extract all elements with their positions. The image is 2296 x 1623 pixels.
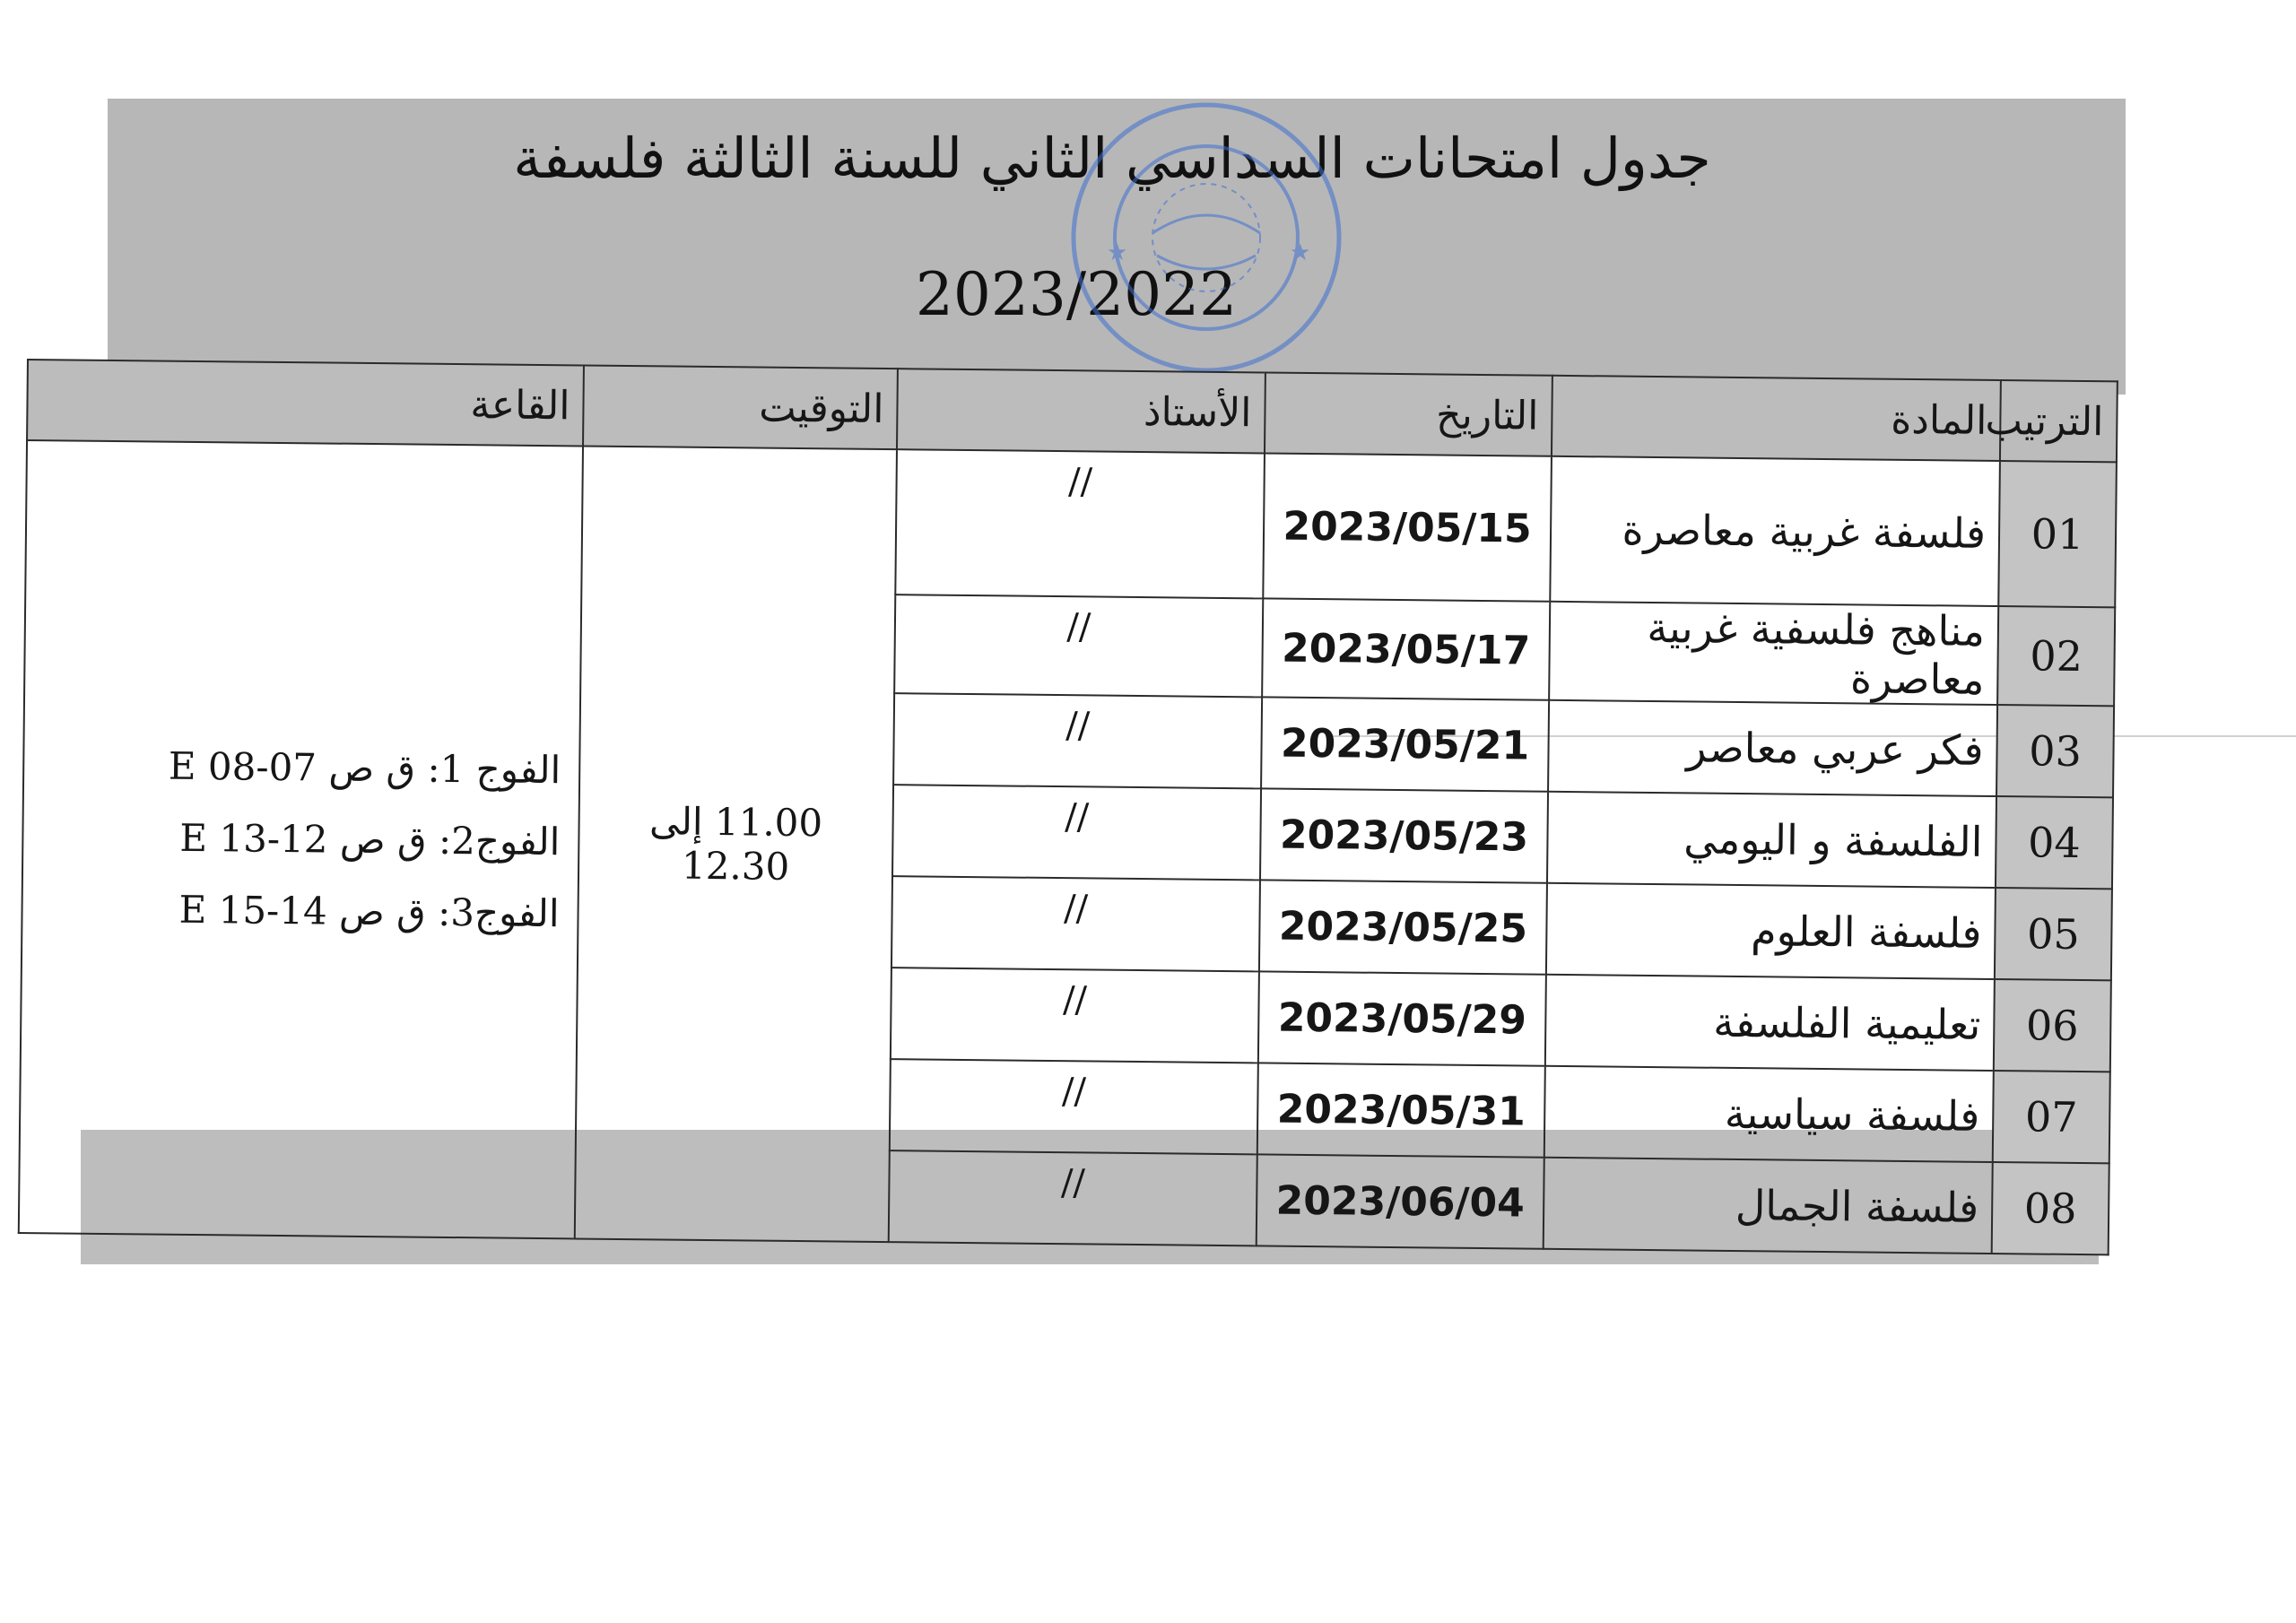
room-group-1: الفوج 1: ق ص 07-08 E — [168, 743, 561, 793]
subject-cell: مناهج فلسفية غربية معاصرة — [1549, 602, 1998, 705]
professor-cell: // — [892, 785, 1261, 880]
subject-cell: فلسفة سياسية — [1544, 1066, 1994, 1162]
document-title: جدول امتحانات السداسي الثاني للسنة الثالثة فلسفة — [513, 126, 1711, 191]
schedule-table-container — [18, 359, 2117, 1255]
order-cell: 07 — [1993, 1071, 2110, 1163]
professor-cell: // — [895, 449, 1265, 598]
header-subject: المادة — [1552, 376, 2001, 461]
professor-cell: // — [891, 876, 1260, 971]
table-row — [25, 440, 2117, 607]
order-cell: 06 — [1994, 979, 2111, 1072]
room-group-2: الفوج2: ق ص 12-13 E — [179, 815, 561, 864]
subject-cell: فلسفة الجمال — [1544, 1158, 1993, 1254]
subject-cell: فلسفة العلوم — [1546, 883, 1996, 979]
header-order: الترتيب — [2000, 380, 2118, 462]
svg-text:★: ★ — [1290, 239, 1311, 266]
date-cell: 2023/05/21 — [1261, 697, 1549, 791]
professor-cell: // — [894, 595, 1263, 697]
professor-cell: // — [893, 693, 1262, 788]
time-cell: 11.00 إلى 12.30 — [575, 446, 897, 1242]
professor-cell: // — [889, 1150, 1257, 1245]
header-room: القاعة — [27, 360, 584, 446]
order-cell: 04 — [1996, 796, 2113, 889]
room-group-3: الفوج3: ق ص 14-15 E — [178, 887, 560, 936]
academic-year: 2023/2022 — [915, 260, 1238, 329]
professor-cell: // — [891, 968, 1259, 1063]
schedule-table — [18, 359, 2118, 1255]
order-cell: 05 — [1995, 888, 2112, 980]
date-cell: 2023/05/31 — [1257, 1063, 1545, 1157]
order-cell: 02 — [1997, 606, 2115, 706]
date-cell: 2023/05/15 — [1263, 453, 1552, 601]
subject-cell: تعليمية الفلسفة — [1545, 975, 1995, 1071]
date-cell: 2023/06/04 — [1257, 1154, 1544, 1248]
subject-cell: الفلسفة و اليومي — [1547, 792, 1996, 888]
order-cell: 08 — [1992, 1162, 2109, 1254]
subject-cell: فلسفة غربية معاصرة — [1550, 456, 2000, 606]
order-cell: 03 — [1996, 705, 2114, 797]
header-date: التاريخ — [1265, 372, 1552, 456]
official-seal-stamp-icon — [1067, 99, 1345, 377]
date-cell: 2023/05/29 — [1258, 971, 1546, 1065]
date-cell: 2023/05/25 — [1259, 880, 1547, 974]
svg-text:★: ★ — [1107, 239, 1128, 266]
header-professor: الأستاذ — [897, 369, 1265, 453]
professor-cell: // — [890, 1059, 1258, 1154]
subject-cell: فكر عربي معاصر — [1548, 700, 1997, 796]
room-cell — [19, 440, 583, 1238]
date-cell: 2023/05/23 — [1260, 788, 1548, 882]
order-cell: 01 — [1998, 461, 2117, 607]
header-time: التوقيت — [583, 366, 898, 450]
date-cell: 2023/05/17 — [1262, 598, 1550, 699]
